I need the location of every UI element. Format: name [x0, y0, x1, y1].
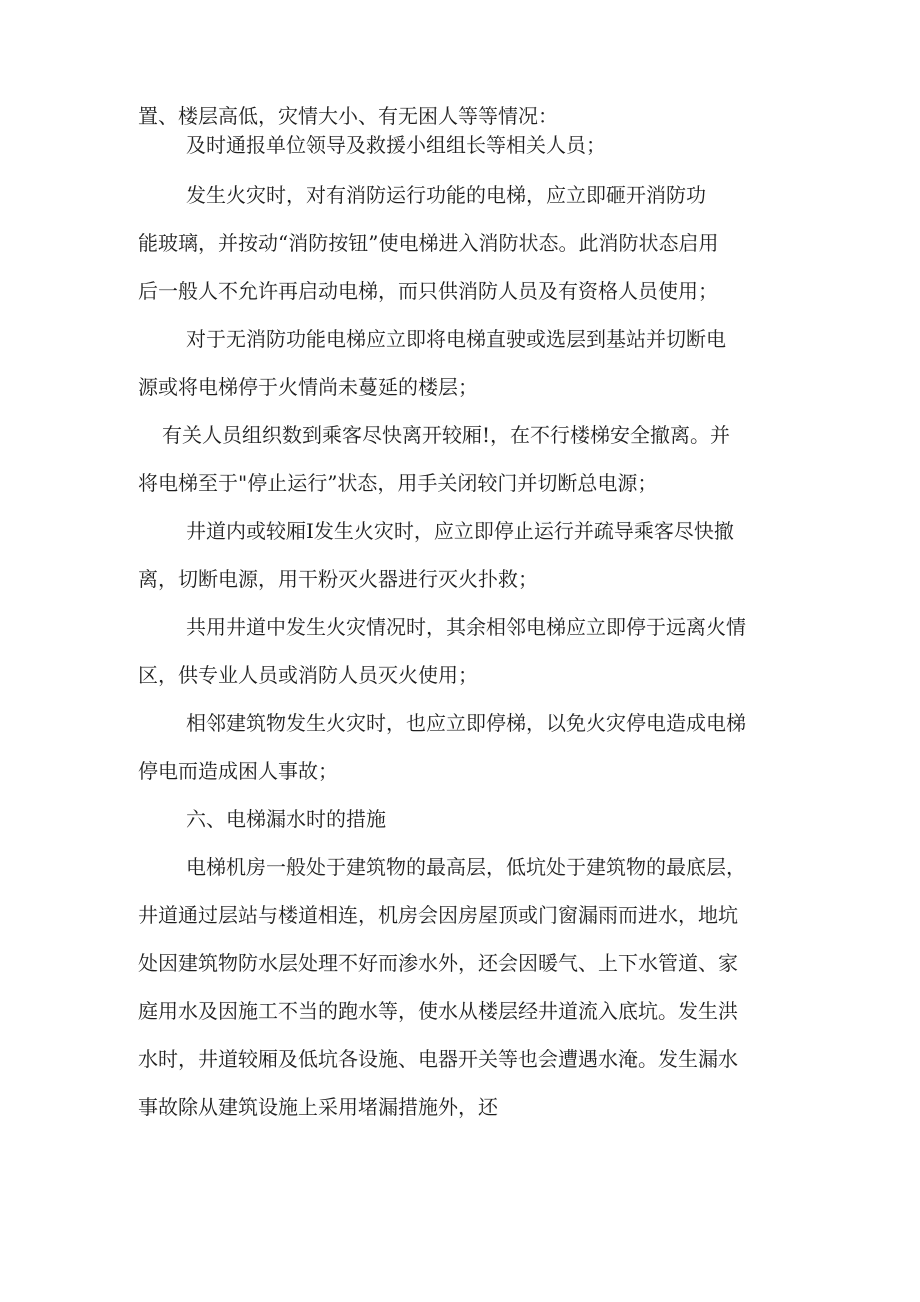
text-line-8: 有关人员组织数到乘客尽快离开较厢!，在不行楼梯安全撤离。并	[162, 423, 731, 447]
text-line-7: 源或将电梯停于火情尚未蔓延的楼层；	[138, 375, 478, 399]
text-line-17: 电梯机房一般处于建筑物的最高层，低坑处于建筑物的最底层，	[186, 855, 746, 879]
text-line-2: 及时通报单位领导及救援小组组长等相关人员；	[186, 133, 606, 157]
text-line-14: 相邻建筑物发生火灾时，也应立即停梯，以免火灾停电造成电梯	[186, 711, 746, 735]
text-line-10: 井道内或较厢Ⅰ发生火灾时，应立即停止运行并疏导乘客尽快撤	[186, 519, 734, 543]
text-line-15: 停电而造成困人事故；	[138, 759, 338, 783]
text-line-19: 处因建筑物防水层处理不好而渗水外，还会因暖气、上下水管道、家	[138, 951, 738, 975]
text-line-9: 将电梯至于"停止运行”状态，用手关闭较门并切断总电源；	[138, 471, 658, 495]
text-line-21: 水时，井道较厢及低坑各设施、电器开关等也会遭遇水淹。发生漏水	[138, 1047, 738, 1071]
text-line-13: 区，供专业人员或消防人员灭火使用；	[138, 663, 478, 687]
text-line-12: 共用井道中发生火灾情况时，其余相邻电梯应立即停于远离火情	[186, 615, 746, 639]
text-line-4: 能玻璃，并按动“消防按钮”使电梯进入消防状态。此消防状态启用	[138, 231, 719, 255]
text-line-1: 置、楼层高低，灾情大小、有无困人等等情况：	[138, 104, 558, 128]
text-line-5: 后一般人不允许再启动电梯，而只供消防人员及有资格人员使用；	[138, 279, 718, 303]
text-line-6: 对于无消防功能电梯应立即将电梯直驶或选层到基站并切断电	[186, 327, 726, 351]
text-line-11: 离，切断电源，用干粉灭火器进行灭火扑救；	[138, 567, 538, 591]
section-heading: 六、电梯漏水时的措施	[186, 807, 386, 831]
text-line-20: 庭用水及因施工不当的跑水等，使水从楼层经井道流入底坑。发生洪	[138, 999, 738, 1023]
text-line-3: 发生火灾时，对有消防运行功能的电梯，应立即砸开消防功	[186, 183, 706, 207]
text-line-22: 事故除从建筑设施上采用堵漏措施外，还	[138, 1095, 498, 1119]
text-line-18: 井道通过层站与楼道相连，机房会因房屋顶或门窗漏雨而进水，地坑	[138, 903, 738, 927]
